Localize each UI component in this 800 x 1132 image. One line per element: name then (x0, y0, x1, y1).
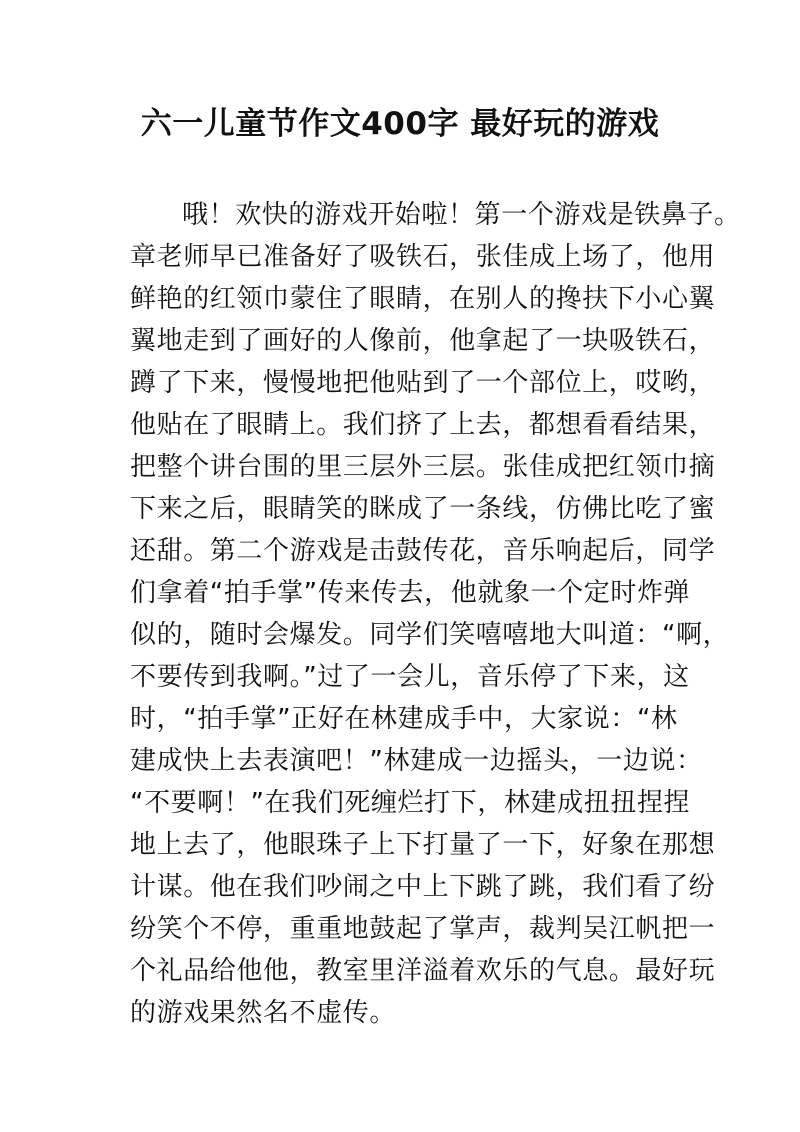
paragraph-line: 下来之后，眼睛笑的眯成了一条线，仿佛比吃了蜜 (130, 494, 716, 524)
paragraph-line: 似的，随时会爆发。同学们笑嘻嘻地大叫道：“啊， (130, 620, 730, 650)
paragraph-line: “不要啊！”在我们死缠烂打下，林建成扭扭捏捏 (130, 788, 691, 818)
paragraph-line: 计谋。他在我们吵闹之中上下跳了跳，我们看了纷 (130, 872, 716, 902)
paragraph-line: 哦！欢快的游戏开始啦！第一个游戏是铁鼻子。 (182, 200, 741, 230)
paragraph-line: 个礼品给他他，教室里洋溢着欢乐的气息。最好玩 (130, 956, 716, 986)
paragraph-line: 蹲了下来，慢慢地把他贴到了一个部位上，哎哟， (130, 368, 716, 398)
paragraph-line: 章老师早已准备好了吸铁石，张佳成上场了，他用 (130, 242, 716, 272)
paragraph-line: 建成快上去表演吧！”林建成一边摇头，一边说： (130, 746, 703, 776)
paragraph-line: 把整个讲台围的里三层外三层。张佳成把红领巾摘 (130, 452, 716, 482)
paragraph-line: 还甜。第二个游戏是击鼓传花，音乐响起后，同学 (130, 536, 716, 566)
paragraph-line: 他贴在了眼睛上。我们挤了上去，都想看看结果， (130, 410, 716, 440)
paragraph-line: 纷笑个不停，重重地鼓起了掌声，裁判吴江帆把一 (130, 914, 716, 944)
paragraph-line: 的游戏果然名不虚传。 (130, 998, 397, 1028)
document-title: 六一儿童节作文400字 最好玩的游戏 (140, 106, 660, 142)
paragraph-line: 们拿着“拍手掌”传来传去，他就象一个定时炸弹 (130, 578, 691, 608)
paragraph-line: 不要传到我啊。”过了一会儿，音乐停了下来，这 (130, 662, 690, 692)
document-body (130, 194, 741, 1034)
paragraph-line: 地上去了，他眼珠子上下打量了一下，好象在那想 (130, 830, 716, 860)
paragraph-line: 时，“拍手掌”正好在林建成手中，大家说：“林 (130, 704, 678, 734)
paragraph-line: 翼地走到了画好的人像前，他拿起了一块吸铁石， (130, 326, 716, 356)
paragraph-line: 鲜艳的红领巾蒙住了眼睛，在别人的搀扶下小心翼 (130, 284, 716, 314)
